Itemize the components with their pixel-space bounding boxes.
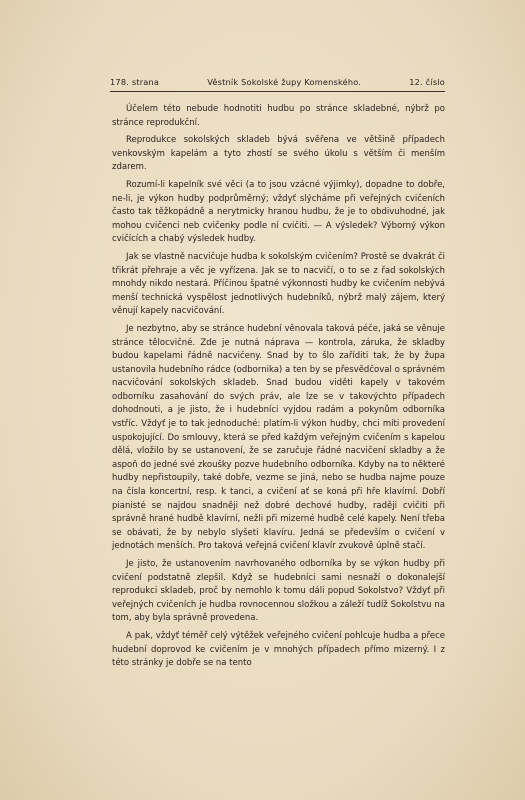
header-rule	[110, 91, 445, 92]
paragraph: A pak, vždyť téměř celý výtěžek veřejného cvičení pohlcuje hudba a přece hudební doprovod ke cvičením je v mnohých případech přímo mizerný. I z této stránky je dobře se na tento	[112, 630, 445, 669]
page-number: 178. strana	[110, 77, 160, 87]
running-header	[110, 77, 445, 87]
paragraph: Jak se vlastně nacvičuje hudba k sokolským cvičením? Prostě se dvakrát či třikrát přehraje a věc je vyřízena. Jak se to nacvičí, o to se z řad sokolských mnohdy nikdo nestará. Příčinou špatné výkonnosti hudby ke cvičením nebývá menší technická vyspělost jednotlivých hudebníků, nýbrž malý zájem, který věnují kapely nacvičování.	[112, 251, 445, 317]
paragraph: Reprodukce sokolských skladeb bývá svěřena ve většině případech venkovským kapelám a tyto zhostí se svého úkolu s větším či menším zdarem.	[112, 135, 445, 173]
issue-number: 12. číslo	[409, 77, 445, 87]
article-body	[112, 103, 445, 675]
paragraph: Rozumí-li kapelník své věci (a to jsou vzácné výjimky), dopadne to dobře, ne-li, je výkon hudby podprůměrný; vždyť slýcháme při veřejných cvičeních často tak těžkopádně a nerytmicky hranou hudbu, že je to obdivuhodné, jak mohou cvičenci neb cvičenky podle ní cvičiti. — A výsledek? Výborný výkon cvičících a chabý výsledek hudby.	[112, 179, 445, 245]
paragraph: Účelem této nebude hodnotiti hudbu po stránce skladebné, nýbrž po stránce reprodukční.	[112, 104, 445, 128]
journal-title: Věstník Sokolské župy Komenského.	[207, 77, 362, 87]
paragraph: Je nezbytno, aby se stránce hudební věnovala taková péče, jaká se věnuje stránce tělocvičné. Zde je nutná náprava — kontrola, záruka, že skladby budou kapelami řádně nacvičeny. Snad by to šlo zaříditi tak, že by župa ustanovila hudebního rádce (odbornika) a ten by se přesvědčoval o správném nacvičování sokolských skladeb. Snad budou viděti kapely v takovém odborníku zasahování do svých práv, ale lze se v takovýchto případech dohodnouti, a je jisto, že i hudebníci vyjdou radám a pokynům odborníka vstříc. Vždyť je to tak jednoduché: platím-li výkon hudby, chci míti provedení uspokojující. Do smlouvy, která se před každým veřejným cvičením s kapelou dělá, vložilo by se ustanovení, že se zaručuje řádné nacvičení skladby a že aspoň do jedné své zkoušky pozve hudebního odborníka. Kdyby na to některé hudby nepřistoupily, také dobře, vezme se jiná, nebo se hudba najme pouze na čísla koncertní, resp. k tanci, a cvičení ať se koná při hře klavírní. Dobří pianisté se najdou snadněji než dobré dechové hudby, raději cvičiti při správně hrané hudbě klavírní, nežli při mizerné hudbě celé kapely. Není třeba se obávati, že by nebylo slyšeti klavíru. Jedná se především o cvičení v jednotách menších. Pro taková veřejná cvičení klavír zvukově úplně stačí.	[112, 323, 445, 552]
paragraph: Je jisto, že ustanovením navrhovaného odborníka by se výkon hudby při cvičení podstatně zlepšil. Když se hudebníci sami nesnaží o dokonalejší reprodukci skladeb, proč by nemohlo k tomu dáli popud Sokolstvo? Vždyť při veřejných cvičeních je hudba rovnocennou složkou a záleží tudíž Sokolstvu na tom, aby byla správně provedena.	[112, 559, 445, 624]
